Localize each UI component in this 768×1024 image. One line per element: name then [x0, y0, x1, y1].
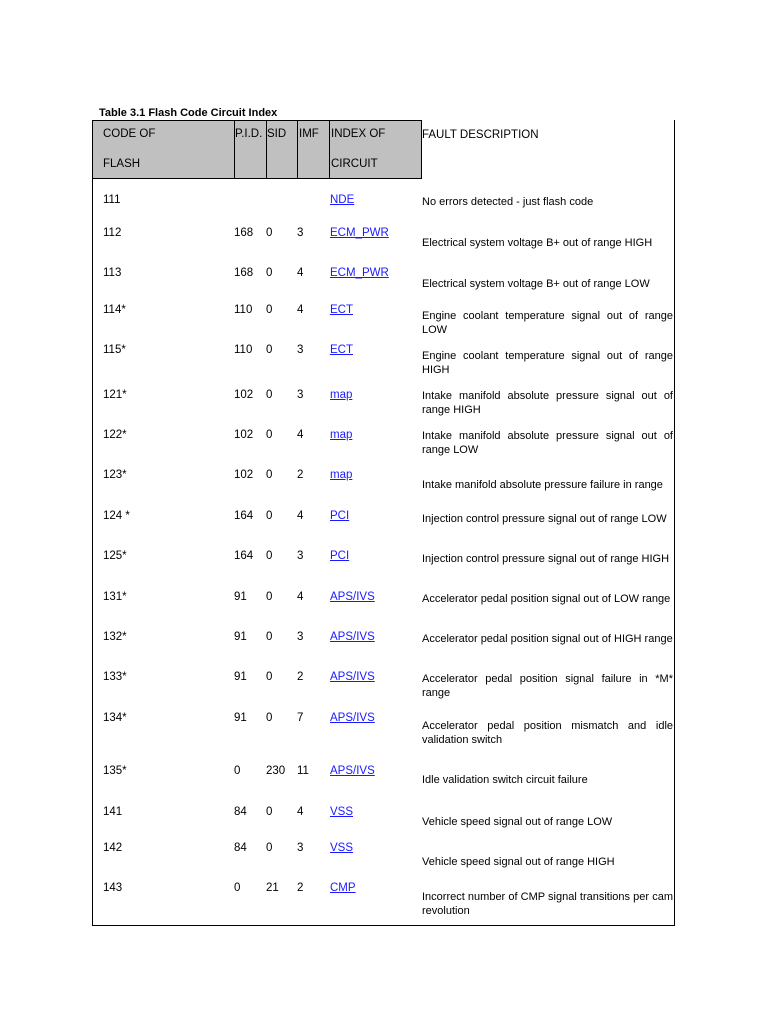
cell-description: Intake manifold absolute pressure signal out of range LOW [422, 430, 673, 456]
cell-sid: 0 [266, 429, 273, 441]
cell-description: Vehicle speed signal out of range LOW [422, 816, 613, 828]
cell-imf: 4 [297, 267, 304, 279]
cell-code: 112 [103, 227, 122, 239]
cell-code: 141 [103, 806, 123, 818]
cell-sid: 0 [266, 510, 273, 522]
cell-code: 114* [103, 304, 126, 316]
cell-pid: 110 [234, 344, 253, 356]
cell-imf: 2 [297, 469, 304, 481]
cell-sid: 0 [266, 389, 273, 401]
circuit-index-link[interactable]: ECM_PWR [330, 267, 389, 279]
circuit-index-link[interactable]: VSS [330, 842, 354, 854]
cell-pid: 164 [234, 550, 254, 562]
cell-imf: 3 [297, 550, 304, 562]
cell-sid: 0 [266, 806, 273, 818]
circuit-index-link[interactable]: PCI [330, 550, 350, 562]
table-caption: Table 3.1 Flash Code Circuit Index [99, 107, 278, 119]
circuit-index-link[interactable]: CMP [330, 882, 356, 894]
cell-description: Engine coolant temperature signal out of range HIGH [422, 350, 673, 376]
cell-pid: 102 [234, 389, 254, 401]
cell-imf: 3 [297, 631, 304, 643]
cell-imf: 4 [297, 429, 304, 441]
cell-code: 121* [103, 389, 127, 401]
header-description: FAULT DESCRIPTION [422, 129, 539, 141]
cell-imf: 4 [297, 510, 304, 522]
cell-code: 134* [103, 712, 127, 724]
cell-imf: 4 [297, 806, 304, 818]
cell-description: Accelerator pedal position signal out of HIGH range [422, 633, 673, 645]
header-index-line2: CIRCUIT [331, 158, 378, 170]
cell-description: Intake manifold absolute pressure failure in range [422, 479, 663, 491]
cell-imf: 4 [297, 304, 304, 316]
cell-sid: 0 [266, 550, 273, 562]
cell-pid: 0 [234, 882, 241, 894]
cell-description: Idle validation switch circuit failure [422, 774, 588, 786]
cell-description: Electrical system voltage B+ out of range HIGH [422, 237, 653, 249]
cell-pid: 0 [234, 765, 241, 777]
circuit-index-link[interactable]: ECT [330, 304, 353, 316]
cell-imf: 3 [297, 389, 304, 401]
header-divider [329, 120, 330, 179]
header-divider [297, 120, 298, 179]
cell-code: 123* [103, 469, 127, 481]
cell-description: Accelerator pedal position signal out of LOW range [422, 593, 671, 605]
cell-sid: 0 [266, 591, 273, 603]
circuit-index-link[interactable]: map [330, 469, 353, 481]
cell-sid: 0 [266, 304, 273, 316]
cell-sid: 0 [266, 344, 273, 356]
cell-sid: 230 [266, 765, 286, 777]
circuit-index-link[interactable]: APS/IVS [330, 631, 375, 643]
cell-description: Intake manifold absolute pressure signal out of range HIGH [422, 390, 673, 416]
circuit-index-link[interactable]: PCI [330, 510, 350, 522]
cell-description: Accelerator pedal position mismatch and idle validation switch [422, 720, 673, 746]
cell-code: 115* [103, 344, 126, 356]
cell-pid: 91 [234, 712, 247, 724]
cell-code: 111 [103, 194, 121, 206]
circuit-index-link[interactable]: APS/IVS [330, 591, 375, 603]
cell-imf: 3 [297, 842, 304, 854]
cell-imf: 3 [297, 227, 304, 239]
cell-sid: 21 [266, 882, 279, 894]
cell-imf: 7 [297, 712, 304, 724]
header-index-line1: INDEX OF [331, 128, 386, 140]
circuit-index-link[interactable]: APS/IVS [330, 765, 375, 777]
cell-description: Vehicle speed signal out of range HIGH [422, 856, 615, 868]
circuit-index-link[interactable]: ECM_PWR [330, 227, 389, 239]
circuit-index-link[interactable]: VSS [330, 806, 354, 818]
circuit-index-link[interactable]: APS/IVS [330, 712, 375, 724]
cell-pid: 168 [234, 227, 254, 239]
cell-description: No errors detected - just flash code [422, 196, 594, 208]
cell-description: Engine coolant temperature signal out of range LOW [422, 310, 673, 336]
cell-pid: 168 [234, 267, 254, 279]
cell-pid: 164 [234, 510, 254, 522]
cell-sid: 0 [266, 227, 273, 239]
cell-code: 135* [103, 765, 127, 777]
cell-pid: 91 [234, 631, 247, 643]
cell-sid: 0 [266, 842, 273, 854]
cell-code: 113 [103, 267, 122, 279]
cell-description: Electrical system voltage B+ out of range LOW [422, 278, 650, 290]
cell-imf: 3 [297, 344, 304, 356]
header-code-line1: CODE OF [103, 128, 156, 140]
cell-sid: 0 [266, 671, 273, 683]
circuit-index-link[interactable]: ECT [330, 344, 353, 356]
header-code-line2: FLASH [103, 158, 141, 170]
cell-code: 142 [103, 842, 123, 854]
cell-description: Incorrect number of CMP signal transitions per cam revolution [422, 891, 673, 917]
header-imf: IMF [299, 128, 319, 140]
cell-sid: 0 [266, 267, 273, 279]
circuit-index-link[interactable]: APS/IVS [330, 671, 375, 683]
circuit-index-link[interactable]: map [330, 389, 353, 401]
cell-pid: 91 [234, 671, 247, 683]
cell-code: 132* [103, 631, 127, 643]
cell-pid: 91 [234, 591, 247, 603]
cell-description: Injection control pressure signal out of range LOW [422, 513, 667, 525]
cell-imf: 11 [297, 765, 309, 777]
cell-pid: 102 [234, 429, 254, 441]
cell-pid: 110 [234, 304, 253, 316]
cell-sid: 0 [266, 631, 273, 643]
header-sid: SID [267, 128, 287, 140]
cell-imf: 2 [297, 671, 304, 683]
cell-description: Injection control pressure signal out of range HIGH [422, 553, 670, 565]
cell-sid: 0 [266, 712, 273, 724]
cell-pid: 102 [234, 469, 254, 481]
circuit-index-link[interactable]: map [330, 429, 353, 441]
cell-code: 143 [103, 882, 123, 894]
cell-description: Accelerator pedal position signal failure in *M* range [422, 673, 673, 699]
cell-code: 133* [103, 671, 127, 683]
cell-imf: 2 [297, 882, 304, 894]
cell-code: 131* [103, 591, 127, 603]
cell-code: 125* [103, 550, 127, 562]
cell-imf: 4 [297, 591, 304, 603]
cell-sid: 0 [266, 469, 273, 481]
cell-code: 124 * [103, 510, 130, 522]
cell-pid: 84 [234, 806, 247, 818]
cell-code: 122* [103, 429, 127, 441]
header-pid: P.I.D. [235, 128, 263, 140]
cell-pid: 84 [234, 842, 247, 854]
circuit-index-link[interactable]: NDE [330, 194, 355, 206]
